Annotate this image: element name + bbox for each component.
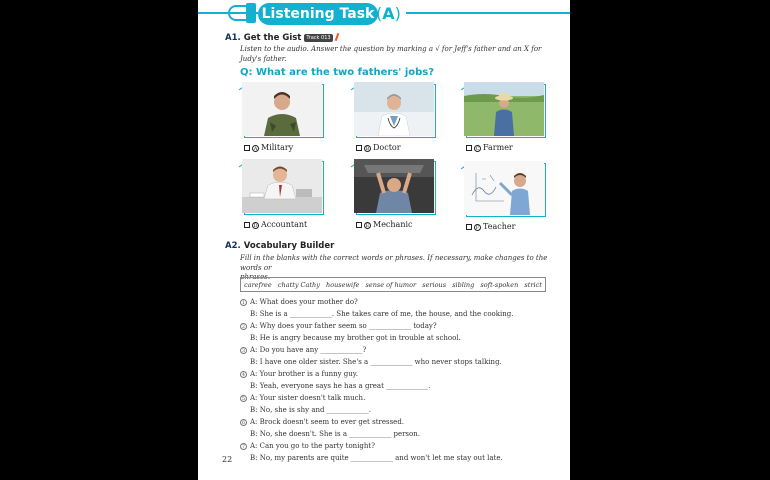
- banner-line-right: [406, 12, 570, 14]
- banner-cap-block: [246, 3, 256, 23]
- pencil-icon: [334, 33, 339, 41]
- dialogue-a: [240, 442, 375, 450]
- a1-instruction-line2: Judy's father.: [240, 54, 287, 63]
- dialogue-text: A: Your brother is a funny guy.: [250, 370, 359, 378]
- item-number: 6: [241, 420, 246, 426]
- dialogue-a: [240, 418, 404, 426]
- dialogue-text: A: Do you have any ____________?: [250, 346, 367, 354]
- job-label-teacher[interactable]: [466, 222, 515, 231]
- job-photo-teacher: [464, 161, 546, 219]
- checkbox-icon[interactable]: [466, 224, 472, 230]
- dialogue-b: [250, 358, 502, 366]
- dialogue-b: [250, 382, 430, 390]
- word-bank-item: sibling: [452, 280, 475, 289]
- job-photo-farmer: [464, 82, 546, 140]
- dialogue-text: B: No, she is shy and ____________.: [250, 406, 371, 414]
- checkbox-icon[interactable]: [356, 222, 362, 228]
- a2-heading: [225, 241, 334, 251]
- job-name: Farmer: [483, 143, 513, 152]
- banner-letter: (A): [376, 4, 401, 23]
- job-name: Accountant: [261, 220, 308, 229]
- job-letter: C: [475, 146, 480, 152]
- dialogue-b: [250, 334, 461, 342]
- dialogue-a: [240, 322, 437, 330]
- word-bank-item: soft-spoken: [480, 280, 519, 289]
- section-banner: Listening Task: [258, 3, 378, 25]
- job-photo-mechanic: [354, 159, 436, 217]
- word-bank: [240, 277, 546, 292]
- a1-question: Q: What are the two fathers' jobs?: [240, 67, 435, 78]
- dialogue-text: B: He is angry because my brother got in trouble at school.: [250, 334, 461, 342]
- a1-instruction-line1: Listen to the audio. Answer the question by marking a √ for Jeff's father and an X for: [240, 45, 542, 53]
- dialogue-b: [250, 454, 503, 462]
- job-photo-accountant: [242, 159, 324, 217]
- job-letter: D: [253, 223, 258, 229]
- dialogue-text: B: I have one older sister. She's a ____________ who never stops talking.: [250, 358, 502, 366]
- page-number: 22: [222, 455, 233, 464]
- job-name: Teacher: [483, 222, 516, 231]
- job-letter: A: [253, 146, 258, 152]
- dialogue-text: A: Brock doesn't seem to ever get stressed.: [250, 418, 405, 426]
- dialogue-a: [240, 298, 358, 306]
- farmer-photo: [464, 82, 544, 136]
- dialogue-text: A: Your sister doesn't talk much.: [250, 394, 366, 402]
- textbook-page: [198, 0, 570, 480]
- job-label-military[interactable]: [244, 143, 293, 152]
- a2-title: Vocabulary Builder: [243, 241, 335, 251]
- word-bank-item: housewife: [326, 280, 360, 289]
- item-number: 7: [241, 444, 246, 450]
- mechanic-photo: [354, 159, 434, 213]
- item-number: 2: [241, 324, 246, 330]
- banner-letter-text: A: [382, 4, 395, 23]
- a1-heading: [225, 33, 338, 43]
- dialogue-text: B: No, she doesn't. She is a ____________ person.: [250, 430, 420, 438]
- word-bank-item: sense of humor: [365, 280, 417, 289]
- checkbox-icon[interactable]: [466, 145, 472, 151]
- job-name: Mechanic: [373, 220, 413, 229]
- word-bank-item: serious: [422, 280, 447, 289]
- a1-number: A1.: [225, 33, 241, 43]
- dialogue-text: B: No, my parents are quite ____________ and won't let me stay out late.: [250, 454, 503, 462]
- dialogue-b: [250, 406, 371, 414]
- item-number: 5: [241, 396, 246, 402]
- dialogue-a: [240, 370, 358, 378]
- item-number: 1: [241, 300, 246, 306]
- job-name: Military: [261, 143, 294, 152]
- checkbox-icon[interactable]: [244, 222, 250, 228]
- dialogue-b: [250, 430, 420, 438]
- dialogue-text: B: She is a ____________. She takes care of me, the house, and the cooking.: [250, 310, 514, 318]
- job-letter: B: [365, 146, 370, 152]
- dialogue-b: [250, 310, 513, 318]
- word-bank-item: carefree: [244, 280, 272, 289]
- a2-instruction-line2: phrases.: [240, 273, 271, 281]
- job-label-accountant[interactable]: [244, 220, 307, 229]
- job-label-mechanic[interactable]: [356, 220, 413, 229]
- job-label-doctor[interactable]: [356, 143, 401, 152]
- a2-instruction-line1: Fill in the blanks with the correct words or phrases. If necessary, make changes to the words or: [240, 254, 548, 272]
- job-name: Doctor: [373, 143, 401, 152]
- word-bank-item: strict: [524, 280, 542, 289]
- job-letter: E: [365, 223, 370, 229]
- a2-number: A2.: [225, 241, 241, 251]
- checkbox-icon[interactable]: [244, 145, 250, 151]
- job-label-farmer[interactable]: [466, 143, 513, 152]
- checkbox-icon[interactable]: [356, 145, 362, 151]
- item-number: 3: [241, 348, 246, 354]
- military-photo: [242, 82, 322, 136]
- job-letter: F: [475, 225, 480, 231]
- item-number: 4: [241, 372, 246, 378]
- dialogue-a: [240, 394, 365, 402]
- dialogue-a: [240, 346, 366, 354]
- accountant-photo: [242, 159, 322, 213]
- dialogue-text: A: Why does your father seem so ____________ today?: [250, 322, 437, 330]
- word-bank-item: chatty Cathy: [277, 280, 320, 289]
- doctor-photo: [354, 82, 434, 136]
- dialogue-text: A: Can you go to the party tonight?: [250, 442, 375, 450]
- a1-instruction: [240, 45, 541, 64]
- teacher-photo: [464, 161, 544, 215]
- track-badge: Track 013: [306, 35, 331, 41]
- job-photo-military: [242, 82, 324, 140]
- dialogue-text: A: What does your mother do?: [250, 298, 358, 306]
- job-photo-doctor: [354, 82, 436, 140]
- dialogue-text: B: Yeah, everyone says he has a great ____________.: [250, 382, 431, 390]
- a1-title: Get the Gist: [243, 33, 302, 43]
